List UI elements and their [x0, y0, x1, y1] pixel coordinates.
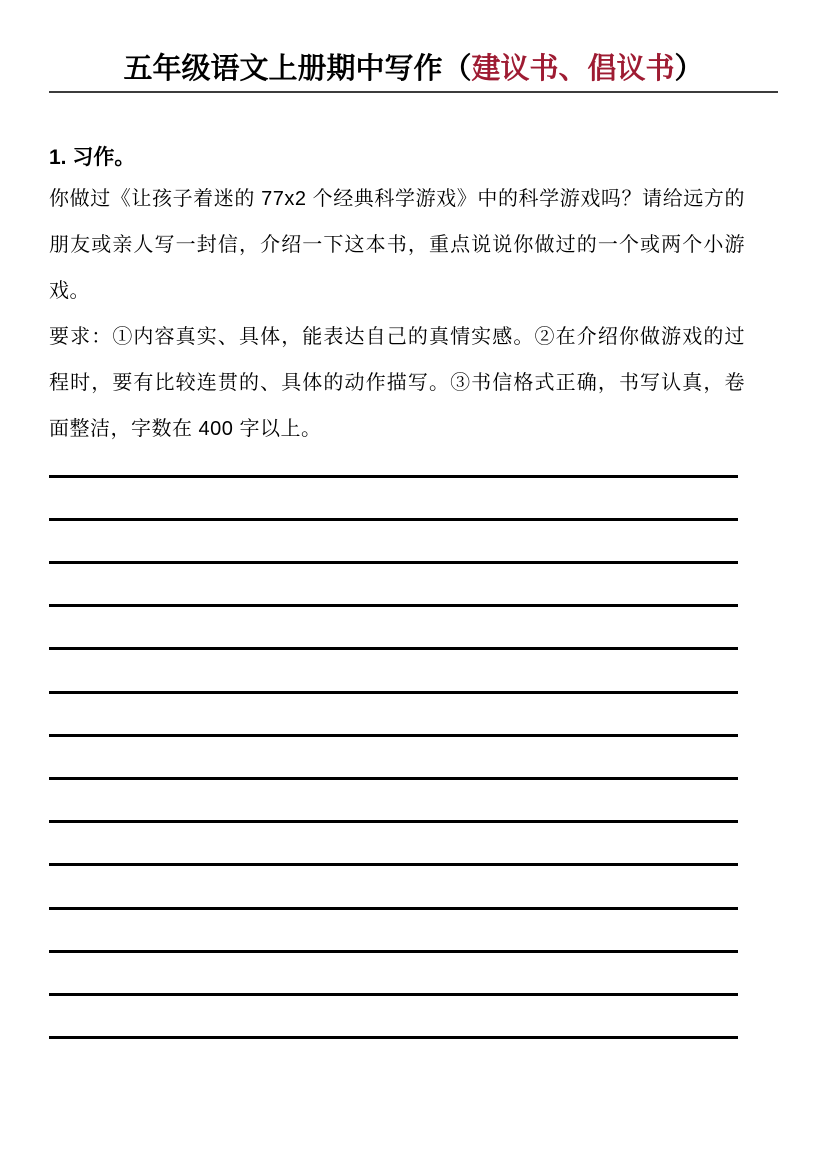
title-prefix: 五年级语文上册期中写作（: [123, 53, 472, 85]
answer-line: [49, 607, 738, 650]
answer-line: [49, 521, 738, 564]
answer-line: [49, 866, 738, 909]
answer-line: [49, 564, 738, 607]
answer-line: [49, 435, 738, 478]
answer-line: [49, 910, 738, 953]
prompt-block: [49, 176, 745, 452]
answer-line: [49, 780, 738, 823]
answer-line: [49, 996, 738, 1039]
answer-lines: [49, 435, 738, 1040]
title-suffix: ）: [674, 53, 704, 85]
answer-line: [49, 737, 738, 780]
answer-line: [49, 953, 738, 996]
prompt-paragraph: 你做过《让孩子着迷的 77x2 个经典科学游戏》中的科学游戏吗？请给远方的朋友或亲人写一封信，介绍一下这本书，重点说说你做过的一个或两个小游戏。: [49, 188, 745, 302]
section-heading: 1. 习作。: [49, 146, 136, 169]
answer-line: [49, 694, 738, 737]
answer-line: [49, 823, 738, 866]
title-accent: 建议书、倡议书: [471, 53, 675, 85]
title-divider: [49, 91, 778, 93]
page-title: [49, 50, 778, 88]
requirements-paragraph: 要求：①内容真实、具体，能表达自己的真情实感。②在介绍你做游戏的过程时，要有比较连贯的、具体的动作描写。③书信格式正确，书写认真，卷面整洁，字数在 400 字以上。: [49, 326, 745, 440]
answer-line: [49, 478, 738, 521]
answer-line: [49, 650, 738, 693]
